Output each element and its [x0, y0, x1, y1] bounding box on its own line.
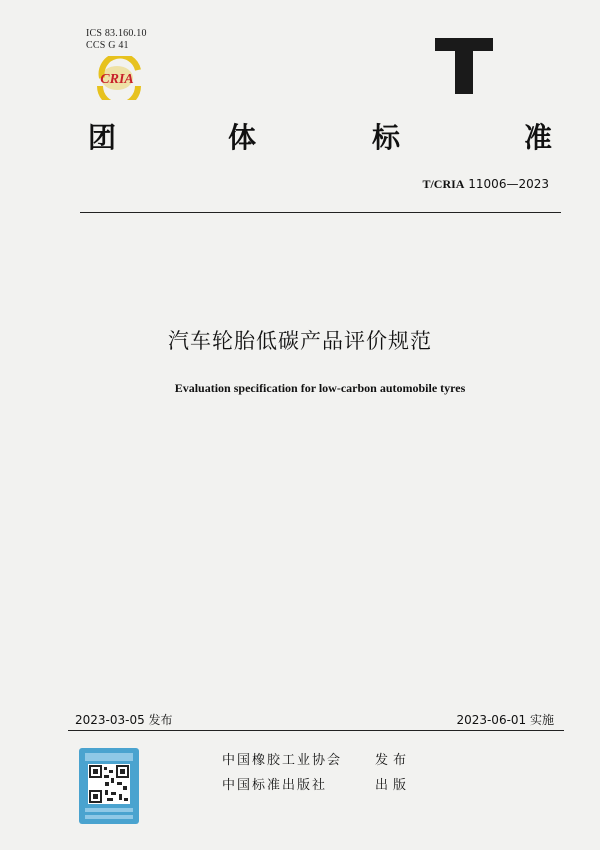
- heading-char-4: 准: [524, 121, 553, 154]
- heading-char-3: 标: [372, 121, 401, 154]
- type-letter-text: T: [463, 88, 465, 89]
- title-chinese: 汽车轮胎低碳产品评价规范: [168, 329, 432, 353]
- heading-char-1: 团: [88, 121, 117, 154]
- ccs-code: CCS G 41: [86, 40, 129, 51]
- standard-code: T/CRIA: [422, 177, 465, 191]
- publisher-action-1: 发布: [375, 753, 412, 768]
- ics-code: ICS 83.160.10: [86, 28, 147, 39]
- header-divider: [80, 212, 561, 213]
- issue-date: 2023-03-05 发布: [75, 713, 173, 727]
- cria-logo: [88, 56, 146, 100]
- logo-text: CRIA: [100, 72, 134, 87]
- publisher-action-2: 出版: [375, 778, 412, 793]
- publisher-org-1: 中国橡胶工业协会: [222, 753, 343, 768]
- heading-char-2: 体: [228, 121, 257, 154]
- qr-code-label: [79, 748, 139, 824]
- effective-date: 2023-06-01 实施: [456, 713, 554, 727]
- standard-number: [422, 177, 549, 192]
- standard-type-letter: [433, 36, 495, 96]
- publisher-org-2: 中国标准出版社: [222, 778, 328, 793]
- title-english: Evaluation specification for low-carbon automobile tyres: [174, 381, 466, 395]
- footer-divider: [68, 730, 564, 731]
- standard-number-value: 11006—2023: [468, 177, 549, 191]
- classification-codes: [86, 28, 147, 52]
